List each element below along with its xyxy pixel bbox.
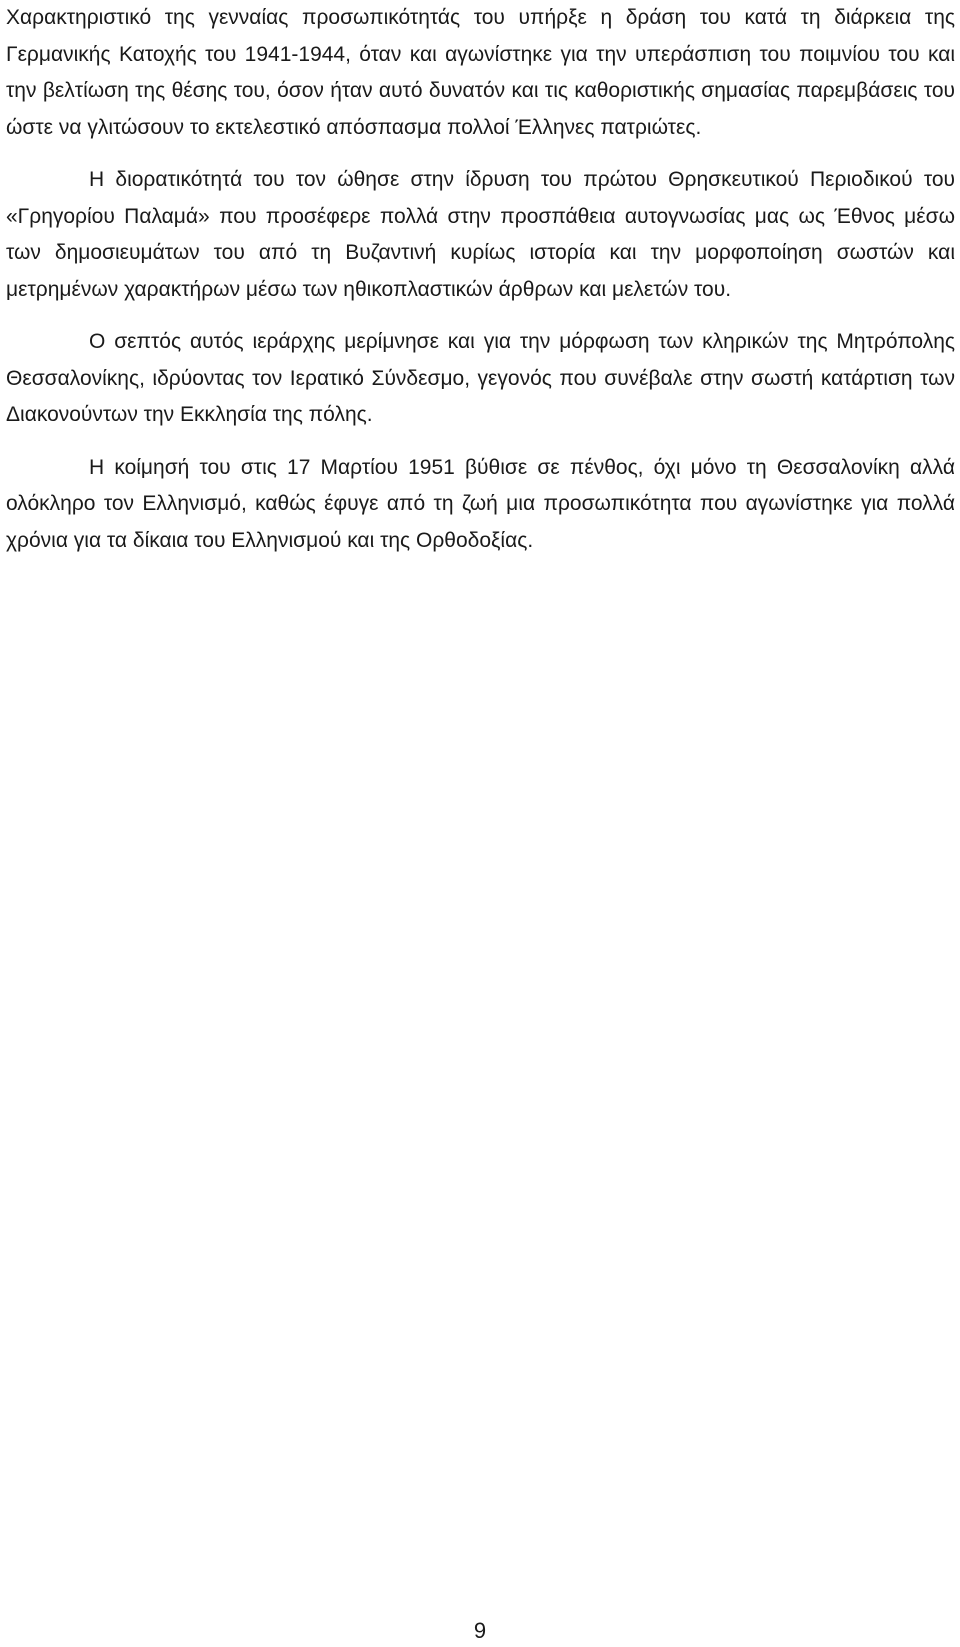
paragraph-periodical: Η διορατικότητά του τον ώθησε στην ίδρυση του πρώτου Θρησκευτικού Περιοδικού του «Γρηγορίου Παλαμά» που προσέφερε πολλά στην προσπάθεια αυτογνωσίας μας ως Έθνος μέσω των δημοσιευμάτων του από τη Βυζαντινή κυρίως ιστορία και την μορφοποίηση σωστών και μετρημένων χαρακτήρων μέσω των ηθικοπλαστικών άρθρων και μελετών του.	[6, 168, 955, 301]
body-text	[6, 0, 955, 559]
paragraph-death: Η κοίμησή του στις 17 Μαρτίου 1951 βύθισε σε πένθος, όχι μόνο τη Θεσσαλονίκη αλλά ολόκληρο τον Ελληνισμό, καθώς έφυγε από τη ζωή μια προσωπικότητα που αγωνίστηκε για πολλά χρόνια για τα δίκαια του Ελληνισμού και της Ορθοδοξίας.	[6, 455, 955, 552]
paragraph-clergy-education: Ο σεπτός αυτός ιεράρχης μερίμνησε και για την μόρφωση των κληρικών της Μητρόπολης Θεσσαλονίκης, ιδρύοντας τον Ιερατικό Σύνδεσμο, γεγονός που συνέβαλε στην σωστή κατάρτιση των Διακονούντων την Εκκλησία της πόλης.	[6, 330, 955, 426]
page-number: 9	[473, 1618, 487, 1643]
paragraph-occupation: Χαρακτηριστικό της γενναίας προσωπικότητάς του υπήρξε η δράση του κατά τη διάρκεια της Γερμανικής Κατοχής του 1941-1944, όταν και αγωνίστηκε για την υπεράσπιση του ποιμνίου του και την βελτίωση της θέσης του, όσον ήταν αυτό δυνατόν και τις καθοριστικής σημασίας παρεμβάσεις του ώστε να γλιτώσουν το εκτελεστικό απόσπασμα πολλοί Έλληνες πατριώτες.	[6, 6, 955, 139]
